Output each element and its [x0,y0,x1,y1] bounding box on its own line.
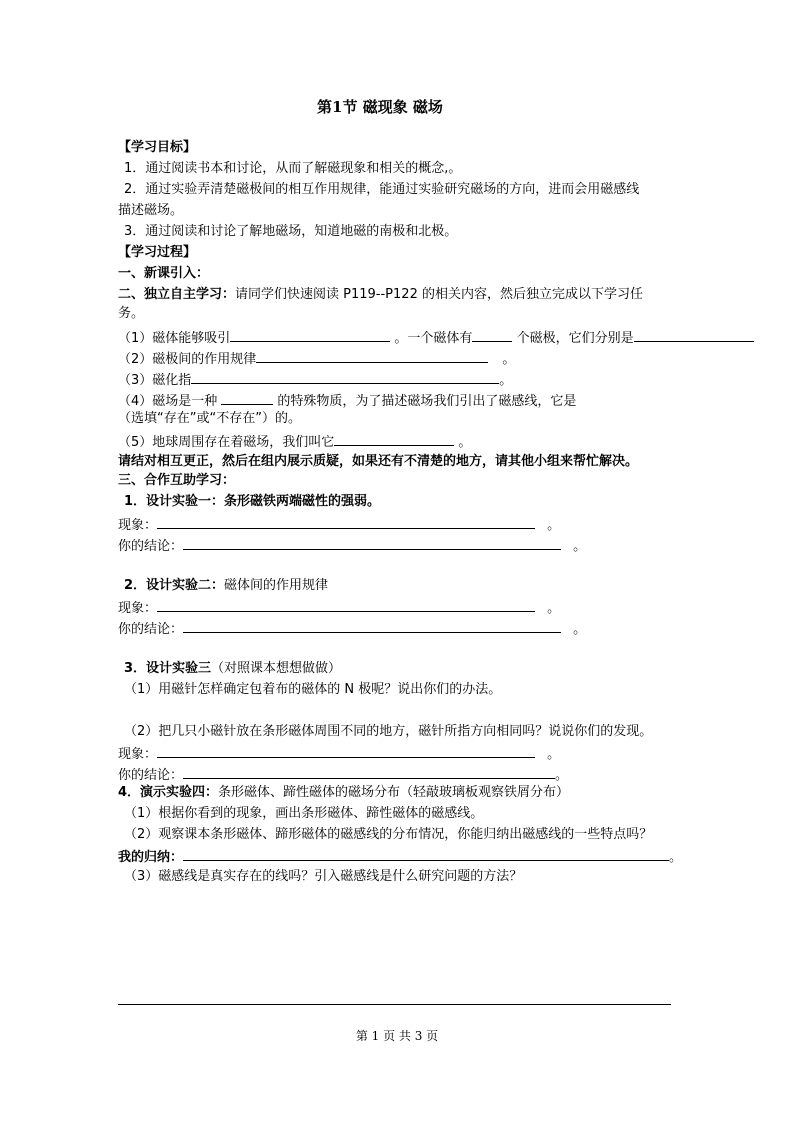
section-2-text: 请同学们快速阅读 P119--P122 的相关内容，然后独立完成以下学习任 [235,287,643,302]
experiment-4-title [118,784,569,802]
q1-text-a: （1）磁体能够吸引 [118,331,231,346]
exp3-question-2: （2）把几只小磁针放在条形磁体周围不同的地方，磁针所指方向相同吗？说说你们的发现。 [124,724,653,739]
conclusion-label: 你的结论： [118,622,184,637]
question-4-cont: （选填“存在”或“不存在”）的。 [118,411,301,426]
process-heading: 【学习过程】 [118,245,197,260]
period: 。 [547,747,561,762]
exp4-question-1: （1）根据你看到的现象，画出条形磁体、蹄性磁体的磁感线。 [124,806,484,821]
q5-text-b: 。 [458,435,472,450]
exp1-observation-blank[interactable] [157,515,535,529]
q1-text-c: 个磁极，它们分别是 [516,331,634,346]
exp2-label: 2．设计实验二： [124,578,225,593]
q5-text-a: （5）地球周围存在着磁场，我们叫它 [118,435,335,450]
q3-text-a: （3）磁化指 [118,373,192,388]
q2-text-b: 。 [502,352,516,367]
exp2-conclusion [118,619,586,639]
conclusion-label: 你的结论： [118,539,184,554]
exp4-label: 4．演示实验四： [118,785,219,800]
exp3-conclusion [118,765,568,785]
exp2-observation [118,598,560,618]
objectives-heading: 【学习目标】 [118,140,197,155]
summary-label: 我的归纳： [118,850,184,865]
q1-blank-1[interactable] [230,328,390,342]
period: 。 [573,622,587,637]
exp4-question-2: （2）观察课本条形磁体、蹄形磁体的磁感线的分布情况，你能归纳出磁感线的一些特点吗？ [124,827,653,842]
exp3-observation-blank[interactable] [157,744,535,758]
exp2-observation-blank[interactable] [157,598,535,612]
conclusion-label: 你的结论： [118,768,184,783]
exp1-observation [118,515,560,535]
summary-line [118,847,682,867]
exp1-conclusion-blank[interactable] [183,536,561,550]
exp4-question-3: （3）磁感线是真实存在的线吗？引入磁感线是什么研究问题的方法？ [124,869,523,884]
objective-2-cont: 描述磁场。 [118,203,184,218]
period: 。 [573,539,587,554]
summary-blank[interactable] [183,847,669,861]
period: 。 [547,518,561,533]
section-1-heading: 一、新课引入： [118,266,210,281]
q4-blank[interactable] [221,391,273,405]
q4-text-b: 的特殊物质，为了描述磁场我们引出了磁感线，它是 [277,394,577,409]
exp1-conclusion [118,536,586,556]
question-2 [118,349,515,369]
exp2-conclusion-blank[interactable] [183,619,561,633]
objective-3: 3．通过阅读和讨论了解地磁场，知道地磁的南极和北极。 [124,224,458,239]
section-2-heading [118,286,643,304]
observation-label: 现象： [118,747,158,762]
exp3-label: 3．设计实验三 [124,661,212,676]
experiment-3-title [124,660,341,678]
instruction-text: 请结对相互更正，然后在组内展示质疑，如果还有不清楚的地方，请其他小组来帮忙解决。 [118,454,639,469]
q2-text-a: （2）磁极间的作用规律 [118,352,257,367]
q3-text-b: 。 [499,373,513,388]
section-2-cont: 务。 [118,306,145,321]
experiment-1-title: 1．设计实验一：条形磁铁两端磁性的强弱。 [124,494,381,509]
exp3-observation [118,744,560,764]
exp2-text: 磁体间的作用规律 [224,578,329,593]
period: 。 [669,850,683,865]
observation-label: 现象： [118,601,158,616]
q5-blank[interactable] [334,432,454,446]
section-2-label: 二、独立自主学习： [118,287,236,302]
objective-2: 2．通过实验弄清楚磁极间的相互作用规律，能通过实验研究磁场的方向，进而会用磁感线 [124,182,640,197]
question-5 [118,432,471,452]
page-number: 第 1 页 共 3 页 [355,1029,439,1043]
page-title: 第1节 磁现象 磁场 [317,98,443,116]
period: 。 [555,768,569,783]
section-3-heading: 三、合作互助学习： [118,473,236,488]
exp3-conclusion-blank[interactable] [183,765,555,779]
q2-blank[interactable] [256,349,488,363]
q1-blank-3[interactable] [634,328,754,342]
q1-text-b: 。一个磁体有 [394,331,473,346]
question-4 [118,391,576,411]
q1-blank-2[interactable] [472,328,512,342]
objective-1: 1．通过阅读书本和讨论，从而了解磁现象和相关的概念,。 [124,161,462,176]
period: 。 [547,601,561,616]
exp3-text: （对照课本想想做做） [211,661,342,676]
q3-blank[interactable] [191,370,499,384]
experiment-2-title [124,577,328,595]
observation-label: 现象： [118,518,158,533]
question-3 [118,370,512,390]
exp3-question-1: （1）用磁针怎样确定包着布的磁体的 N 极呢？说出你们的办法。 [124,682,502,697]
q4-text-a: （4）磁场是一种 [118,394,218,409]
footer-divider [118,1004,671,1005]
question-1 [118,328,754,348]
exp4-text: 条形磁体、蹄性磁体的磁场分布（轻敲玻璃板观察铁屑分布） [218,785,570,800]
